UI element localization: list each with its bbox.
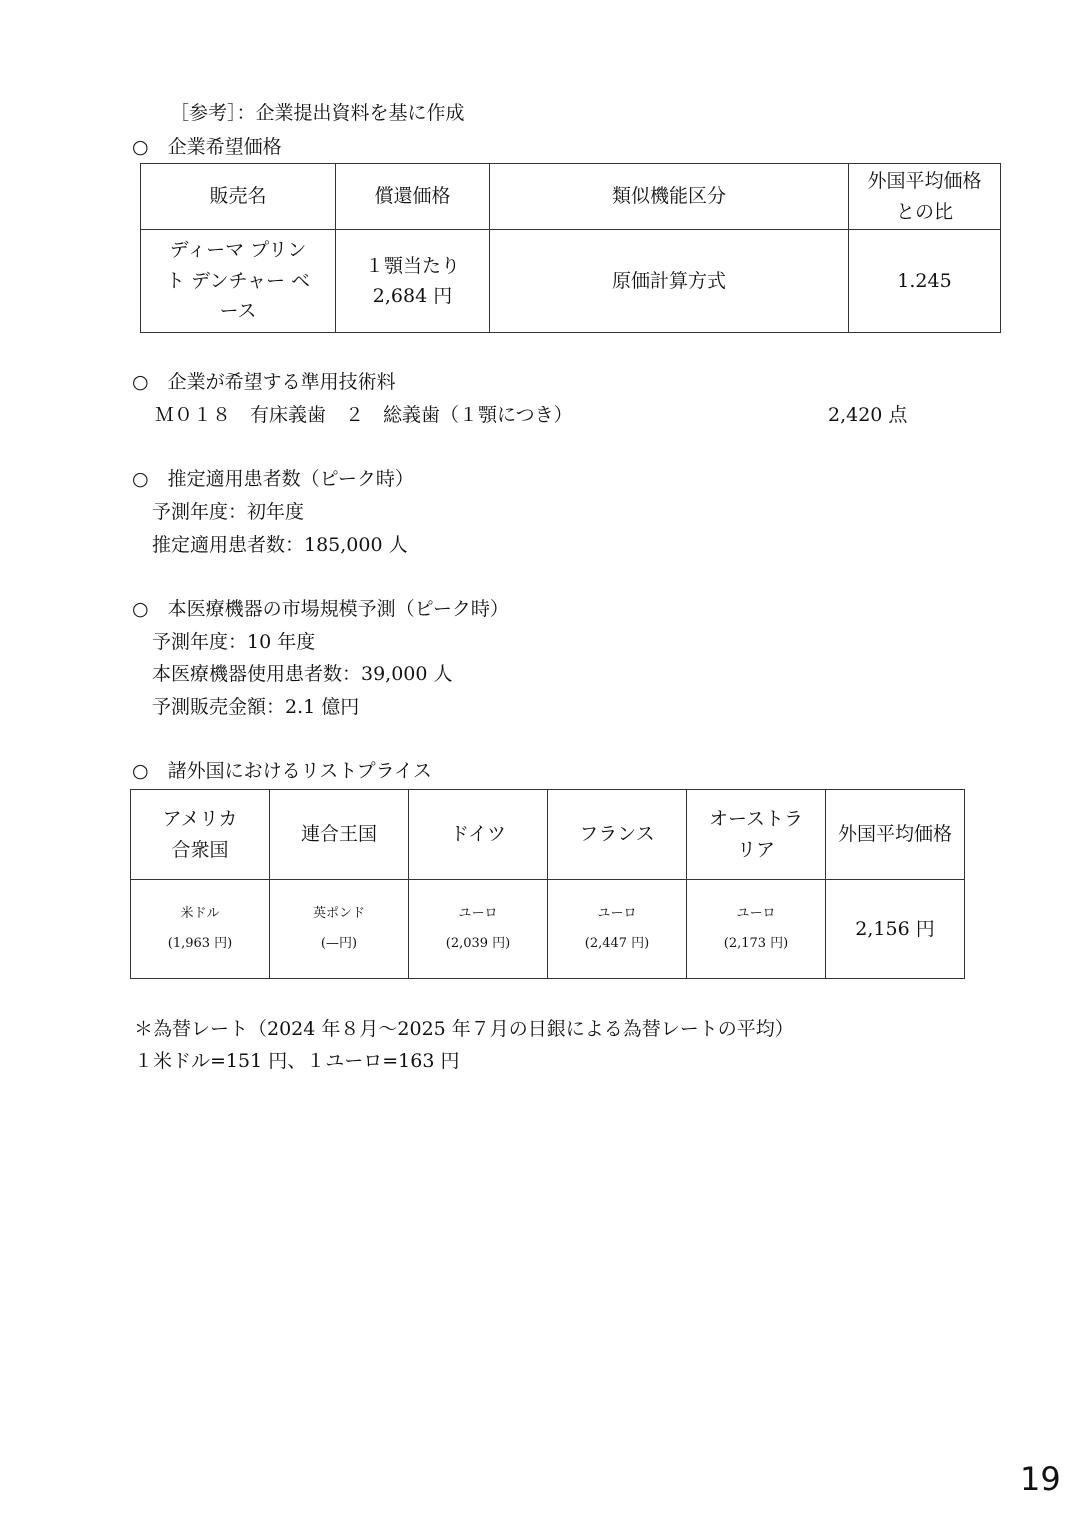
price-average: 2,156 円: [826, 880, 965, 979]
header-france: フランス: [548, 790, 687, 880]
table-header-row: [131, 790, 965, 880]
market-year: 予測年度：10 年度: [152, 631, 316, 653]
header-australia: オーストラ リア: [687, 790, 826, 880]
header-reimbursement-price: 償還価格: [336, 164, 490, 230]
header-foreign-average: 外国平均価格: [826, 790, 965, 880]
tech-fee-heading: ○ 企業が希望する準用技術料: [132, 371, 396, 393]
header-usa: アメリカ 合衆国: [131, 790, 270, 880]
patients-count: 推定適用患者数：185,000 人: [152, 534, 408, 556]
foreign-prices-heading: ○ 諸外国におけるリストプライス: [132, 760, 432, 782]
header-germany: ドイツ: [409, 790, 548, 880]
exchange-note: ＊為替レート（2024 年８月～2025 年７月の日銀による為替レートの平均）: [134, 1018, 794, 1040]
patients-heading: ○ 推定適用患者数（ピーク時）: [132, 468, 414, 490]
header-uk: 連合王国: [270, 790, 409, 880]
ratio-cell: 1.245: [849, 230, 1001, 333]
price-uk: 英ポンド (—円): [270, 880, 409, 979]
reference-note: ［参考］：企業提出資料を基に作成: [170, 102, 465, 124]
market-patients: 本医療機器使用患者数：39,000 人: [152, 663, 453, 685]
table-row: [131, 880, 965, 979]
desired-price-heading: ○ 企業希望価格: [132, 136, 282, 158]
market-heading: ○ 本医療機器の市場規模予測（ピーク時）: [132, 598, 509, 620]
page-number: 19: [1020, 1460, 1061, 1498]
price-france: ユーロ (2,447 円): [548, 880, 687, 979]
desired-price-table: [140, 163, 1001, 333]
price-germany: ユーロ (2,039 円): [409, 880, 548, 979]
exchange-rates: １米ドル=151 円、１ユーロ=163 円: [134, 1050, 460, 1072]
header-product-name: 販売名: [141, 164, 336, 230]
patients-year: 予測年度：初年度: [152, 501, 305, 523]
price-cell: １顎当たり 2,684 円: [336, 230, 490, 333]
price-australia: ユーロ (2,173 円): [687, 880, 826, 979]
product-name-cell: ディーマ プリン ト デンチャー ベ ース: [141, 230, 336, 333]
market-sales: 予測販売金額：2.1 億円: [152, 696, 360, 718]
header-similar-category: 類似機能区分: [490, 164, 849, 230]
header-foreign-ratio: 外国平均価格 との比: [849, 164, 1001, 230]
foreign-prices-table: [130, 789, 965, 979]
tech-fee-points: 2,420 点: [828, 404, 908, 426]
table-header-row: [141, 164, 1001, 230]
price-usa: 米ドル (1,963 円): [131, 880, 270, 979]
category-cell: 原価計算方式: [490, 230, 849, 333]
table-row: [141, 230, 1001, 333]
tech-fee-item: Ｍ０１８ 有床義歯 ２ 総義歯（１顎につき）: [155, 404, 573, 426]
